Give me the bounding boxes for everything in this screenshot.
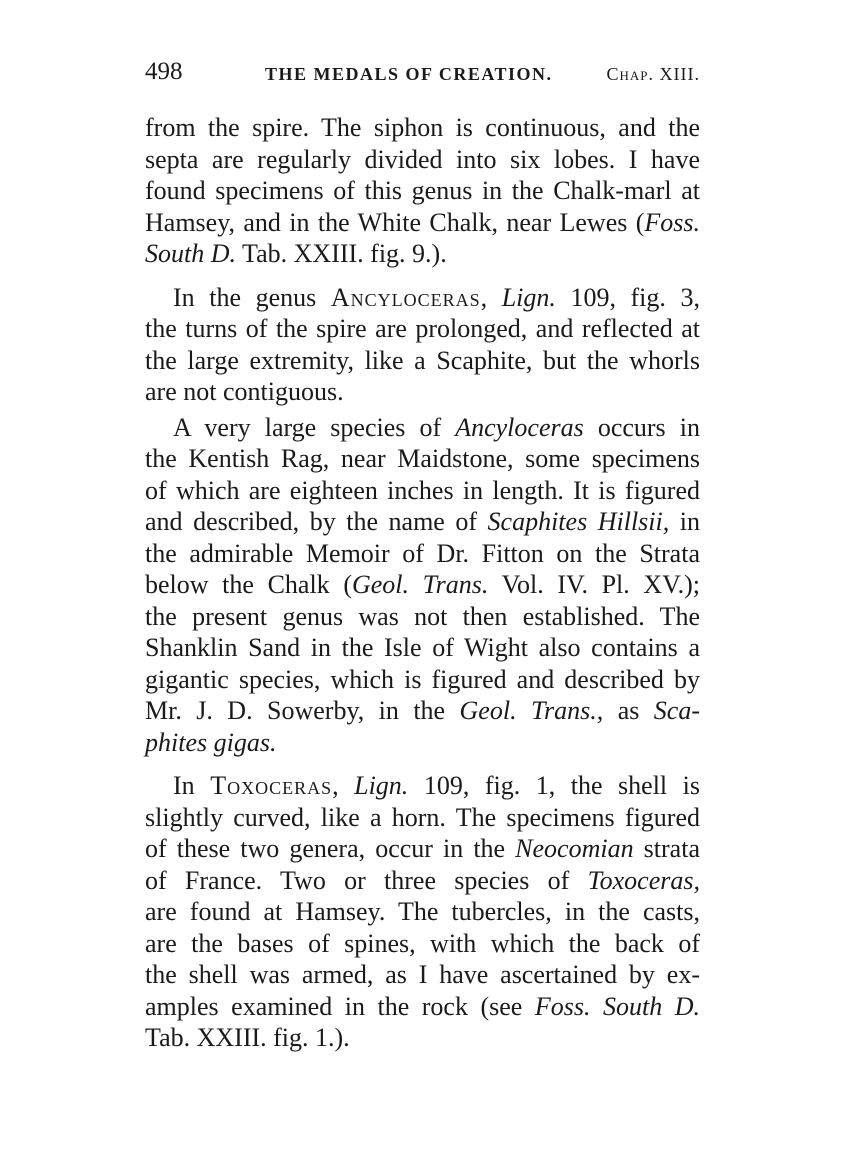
text-line: of these two genera, occur in the Neocomian strata: [145, 834, 700, 863]
italic-genus: Ancyloceras: [455, 412, 584, 442]
italic-reference: Geol. Trans.: [351, 570, 489, 599]
genus-name: Toxoceras: [210, 771, 333, 800]
paragraph-ancyloceras-genus: [145, 282, 700, 408]
text-line: A very large species of Ancyloceras occurs in: [173, 412, 700, 442]
text-line: the present genus was not then established. The: [145, 601, 700, 631]
paragraph-ancyloceras-species: [145, 412, 700, 759]
text-line: are found at Hamsey. The tubercles, in the casts,: [145, 897, 700, 926]
chapter-label: Chap. XIII.: [606, 64, 700, 84]
text-line: are the bases of spines, with which the back of: [145, 928, 700, 958]
text-line: In the genus Ancyloceras, Lign. 109, fig. 3,: [173, 282, 700, 312]
text-line: below the Chalk (Geol. Trans. Vol. IV. Pl. XV.);: [145, 570, 700, 599]
italic-reference: Lign.: [501, 282, 556, 312]
text-line: Mr. J. D. Sowerby, in the Geol. Trans., as Sca-: [145, 696, 700, 725]
text-line: the turns of the spire are prolonged, and reflected at: [145, 314, 700, 343]
text-line: the admirable Memoir of Dr. Fitton on the Strata: [145, 538, 700, 568]
text-line: septa are regularly divided into six lobes. I have: [145, 144, 700, 174]
text-line: from the spire. The siphon is continuous, and the: [145, 113, 700, 142]
italic-species: Sca-: [653, 696, 700, 725]
text-line: [145, 727, 700, 759]
text-line: and described, by the name of Scaphites Hillsii, in: [145, 507, 700, 536]
text-line: the shell was armed, as I have ascertained by ex-: [145, 960, 700, 989]
text-line: the large extremity, like a Scaphite, but the whorls: [145, 345, 700, 375]
italic-reference: South D.: [145, 239, 236, 268]
italic-genus: Toxoceras,: [587, 865, 700, 895]
text-line: slightly curved, like a horn. The specimens figured: [145, 802, 700, 832]
text-line: Tab. XXIII. fig. 1.).: [145, 1023, 350, 1052]
running-title: THE MEDALS OF CREATION.: [265, 64, 553, 84]
italic-species: phites gigas.: [145, 727, 277, 757]
text-line: In Toxoceras, Lign. 109, fig. 1, the shell is: [173, 771, 701, 800]
text-line: South D. Tab. XXIII. fig. 9.).: [145, 239, 447, 268]
page-number: 498: [145, 58, 183, 85]
text-line: amples examined in the rock (see Foss. South D.: [145, 991, 700, 1021]
italic-reference: Lign.: [354, 771, 409, 800]
genus-name: Ancyloceras: [330, 282, 481, 312]
italic-reference: Geol. Trans.,: [459, 696, 604, 725]
paragraph-spire-continuation: [145, 112, 700, 270]
text-line: are not contiguous.: [145, 377, 344, 406]
text-line: of France. Two or three species of Toxoceras,: [145, 865, 700, 895]
text-line: found specimens of this genus in the Chalk-marl at: [145, 176, 700, 205]
italic-reference: Foss.: [644, 207, 700, 237]
italic-species: Scaphites Hillsii,: [487, 507, 670, 536]
paragraph-toxoceras: [145, 770, 700, 1054]
text-line: gigantic species, which is figured and described by: [145, 664, 700, 694]
body-text: [145, 112, 700, 1054]
page-header: [145, 58, 700, 94]
italic-term: Neocomian: [515, 834, 634, 863]
text-line: Hamsey, and in the White Chalk, near Lewes (Foss.: [145, 207, 700, 237]
italic-reference: Foss. South D.: [534, 991, 700, 1021]
text-line: of which are eighteen inches in length. It is figured: [145, 475, 700, 505]
text-line: Shanklin Sand in the Isle of Wight also contains a: [145, 633, 700, 662]
text-line: the Kentish Rag, near Maidstone, some specimens: [145, 444, 700, 473]
